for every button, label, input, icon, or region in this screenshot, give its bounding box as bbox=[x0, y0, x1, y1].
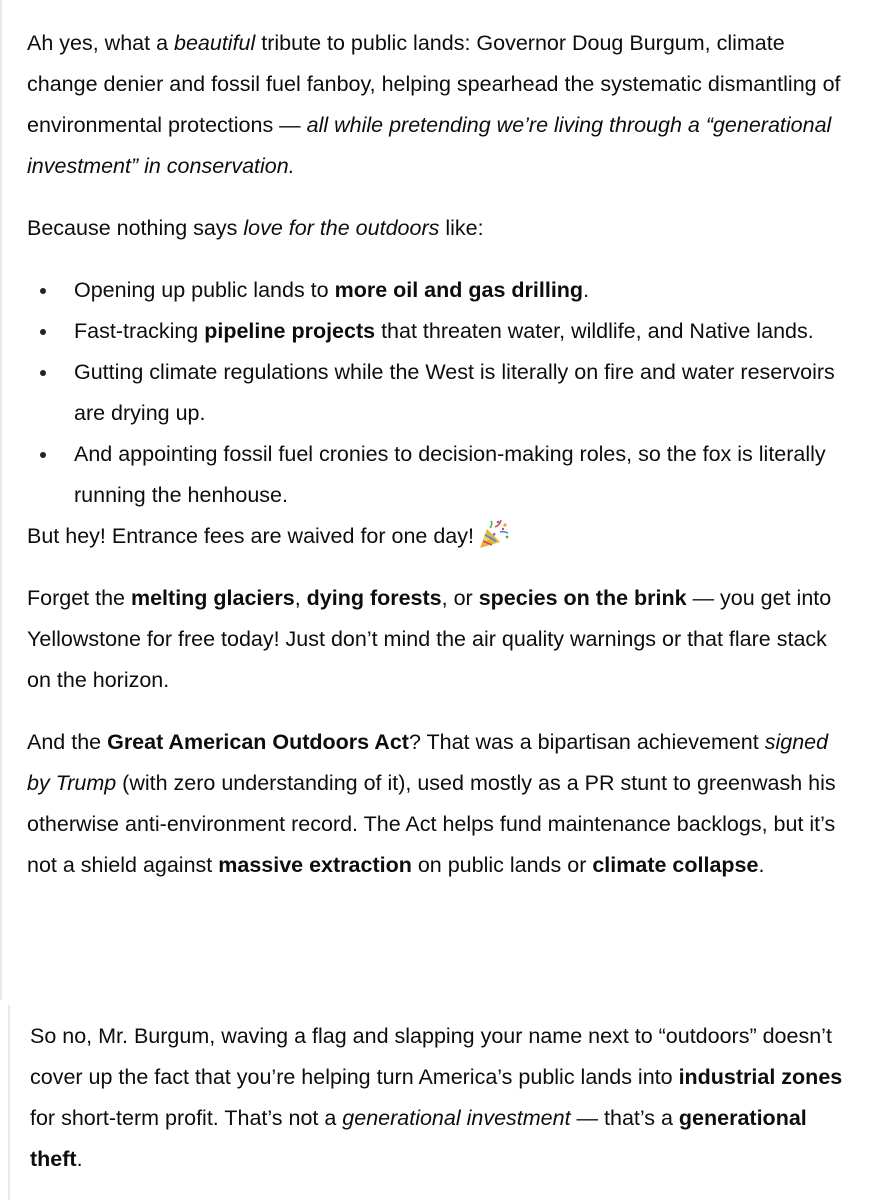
bullet-list bbox=[27, 270, 842, 516]
fees-paragraph: But hey! Entrance fees are waived for one day! bbox=[27, 516, 842, 557]
list-item: Opening up public lands to more oil and gas drilling. bbox=[27, 270, 842, 311]
party-popper-icon bbox=[478, 519, 510, 549]
lead-in-paragraph: Because nothing says love for the outdoors like: bbox=[27, 216, 484, 240]
message-body bbox=[27, 23, 842, 886]
outdoors-act-paragraph: And the Great American Outdoors Act? That was a bipartisan achievement signed by Trump (with zero understanding of it), used mostly as a PR stunt to greenwash his otherwise anti-environment record. The Act helps fund maintenance backlogs, but it’s not a shield against massive extraction on public lands or climate collapse. bbox=[27, 730, 836, 877]
list-item: Gutting climate regulations while the West is literally on fire and water reservoirs are drying up. bbox=[27, 352, 842, 434]
closing-paragraph: So no, Mr. Burgum, waving a flag and slapping your name next to “outdoors” doesn’t cover up the fact that you’re helping turn America’s public lands into industrial zones for short-term profit. That’s not a generational investment — that’s a generational theft. bbox=[30, 1024, 843, 1171]
left-divider-line bbox=[0, 0, 2, 1000]
list-item: And appointing fossil fuel cronies to decision-making roles, so the fox is literally running the henhouse. bbox=[27, 434, 842, 516]
intro-paragraph: Ah yes, what a beautiful tribute to public lands: Governor Doug Burgum, climate change denier and fossil fuel fanboy, helping spearhead the systematic dismantling of environmental protections — all while pretending we’re living through a “generational investment” in conservation. bbox=[27, 31, 841, 178]
left-divider-line-lower bbox=[8, 1005, 10, 1200]
glaciers-paragraph: Forget the melting glaciers, dying forests, or species on the brink — you get into Yellowstone for free today! Just don’t mind the air quality warnings or that flare stack on the horizon. bbox=[27, 586, 832, 692]
list-item: Fast-tracking pipeline projects that threaten water, wildlife, and Native lands. bbox=[27, 311, 842, 352]
